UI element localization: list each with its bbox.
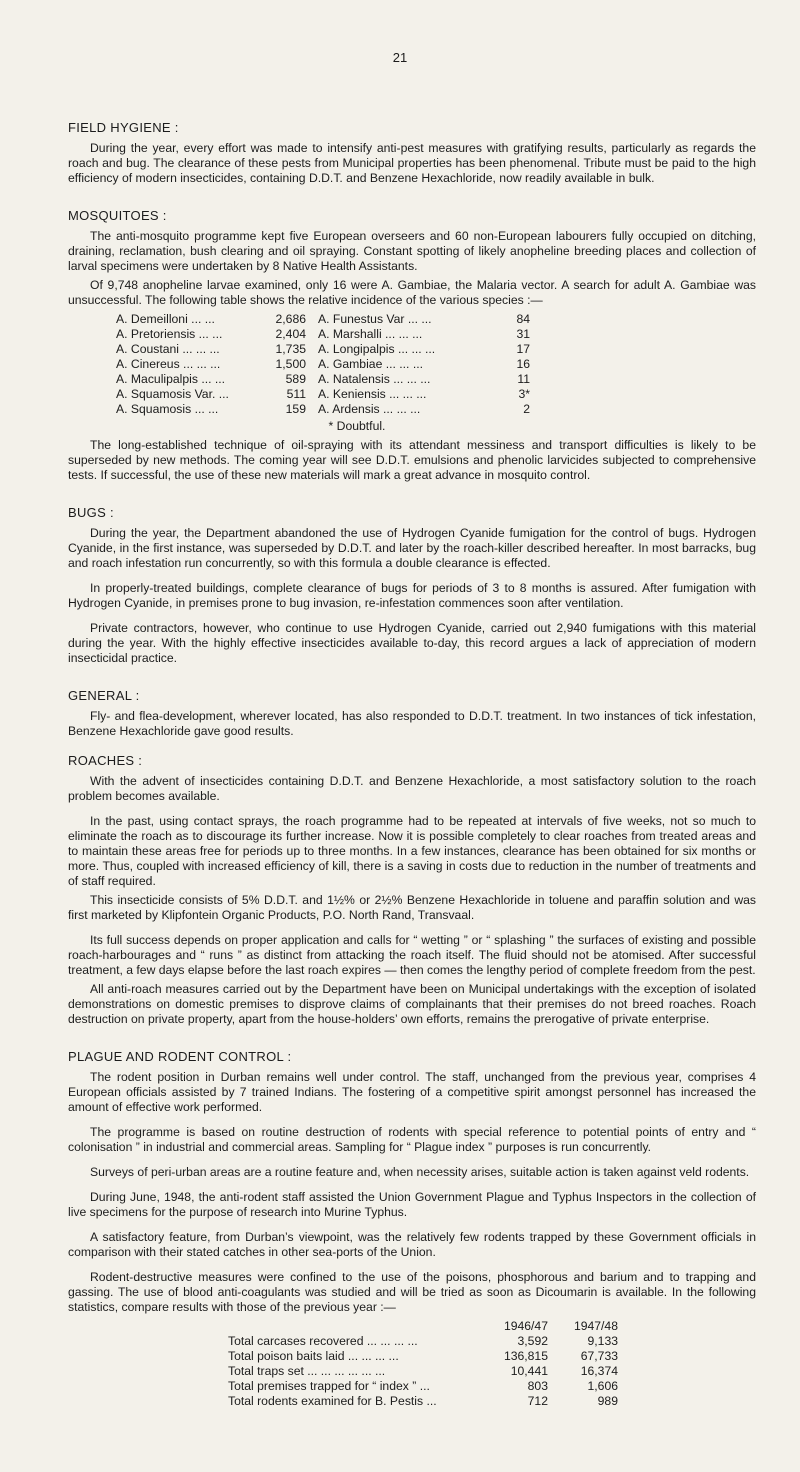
species-name: A. Squamosis Var. ... [116, 387, 229, 401]
document-body [68, 120, 756, 1431]
stat-value: 136,815 [503, 1349, 548, 1363]
paragraph: With the advent of insecticides containing D.D.T. and Benzene Hexachloride, a most satisfactory solution to the roach problem becomes available. [68, 774, 756, 803]
species-count: 1,500 [275, 357, 306, 371]
paragraph: The long-established technique of oil-spraying with its attendant messiness and transport difficulties is likely to be superseded by new methods. The coming year will see D.D.T. emulsions and phenolic larvicides subjected to comprehensive tests. If successful, the use of these new materials will mark a great advance in mosquito control. [68, 438, 756, 482]
table-row [228, 1394, 618, 1409]
paragraph: A satisfactory feature, from Durban’s viewpoint, was the relatively few rodents trapped by these Government officials in comparison with their stated catches in other sea-ports of the Union. [68, 1230, 756, 1259]
species-count: 2 [523, 402, 530, 416]
stat-value: 10,441 [510, 1364, 548, 1378]
section-roaches [68, 753, 756, 1027]
paragraph: In properly-treated buildings, complete clearance of bugs for periods of 3 to 8 months is assured. After fumigation with Hydrogen Cyanide, in premises prone to bug invasion, re-infestation commences soon after ventilation. [68, 581, 756, 610]
paragraph: Surveys of peri-urban areas are a routine feature and, when necessity arises, suitable action is taken against veld rodents. [90, 1165, 750, 1179]
species-name: A. Longipalpis ... ... ... [318, 342, 436, 356]
heading-roaches: ROACHES : [68, 753, 143, 768]
section-bugs [68, 505, 756, 666]
species-name: A. Ardensis ... ... ... [318, 402, 421, 416]
stat-value: 67,733 [580, 1349, 618, 1363]
paragraph: The anti-mosquito programme kept five European overseers and 60 non-European labourers fully occupied on ditching, draining, reclamation, bush clearing and oil spraying. Constant spotting of likely anopheline breeding places and collection of larval specimens were undertaken by 8 Native Health Assistants. [68, 229, 756, 273]
paragraph: The programme is based on routine destruction of rodents with special reference to potential points of entry and “ colonisation ” in industrial and commercial areas. Sampling for “ Plague index ” purposes is run concurrently. [68, 1125, 756, 1154]
paragraph: During the year, the Department abandoned the use of Hydrogen Cyanide fumigation for the control of bugs. Hydrogen Cyanide, in the first instance, was superseded by D.D.T. and later by the roach-killer described hereafter. In most barracks, bug and roach infestation run concurrently, so with this formula a double clearance is effected. [68, 526, 756, 570]
species-count: 1,735 [275, 342, 306, 356]
stat-label: Total carcases recovered ... ... ... ... [228, 1334, 418, 1348]
stat-value: 803 [527, 1379, 548, 1393]
column-header-1947-48: 1947/48 [573, 1319, 618, 1333]
table-row [116, 327, 530, 342]
paragraph: This insecticide consists of 5% D.D.T. and 1½% or 2½% Benzene Hexachloride in toluene and paraffin solution and was first marketed by Klipfontein Organic Products, P.O. North Rand, Transvaal. [68, 893, 756, 922]
table-row [228, 1364, 618, 1379]
table-footnote: * Doubtful. [328, 419, 386, 433]
species-name: A. Keniensis ... ... ... [318, 387, 427, 401]
species-count: 159 [285, 402, 306, 416]
species-name: A. Funestus Var ... ... [318, 312, 432, 326]
paragraph: Rodent-destructive measures were confined to the use of the poisons, phosphorous and barium and to trapping and gassing. The use of blood anti-coagulants was studied and will be tried as soon as Dicoumarin is available. In the following statistics, compare results with those of the previous year :— [68, 1270, 756, 1314]
section-general [68, 688, 756, 739]
heading-mosquitoes: MOSQUITOES : [68, 208, 167, 223]
page-number: 21 [392, 50, 408, 65]
table-row [116, 387, 530, 402]
heading-plague: PLAGUE AND RODENT CONTROL : [68, 1049, 292, 1064]
species-count: 2,686 [275, 312, 306, 326]
stat-value: 989 [597, 1394, 618, 1408]
paragraph: During the year, every effort was made to intensify anti-pest measures with gratifying results, particularly as regards the roach and bug. The clearance of these pests from Municipal properties has been phenomenal. Tribute must be paid to the high efficiency of modern insecticides, containing D.D.T. and Benzene Hexachloride, now readily available in bulk. [68, 141, 756, 185]
paragraph: All anti-roach measures carried out by the Department have been on Municipal undertakings with the exception of isolated demonstrations on domestic premises to disprove claims of complainants that their premises do not breed roaches. Roach destruction on private property, apart from the house-holders’ own efforts, remains the prerogative of private enterprise. [68, 982, 756, 1026]
table-row [228, 1349, 618, 1364]
stat-label: Total rodents examined for B. Pestis ... [228, 1394, 437, 1408]
species-name: A. Marshalli ... ... ... [318, 327, 423, 341]
species-table [116, 312, 530, 417]
stat-label: Total traps set ... ... ... ... ... ... [228, 1364, 386, 1378]
paragraph: In the past, using contact sprays, the roach programme had to be repeated at intervals of five weeks, not so much to eliminate the roach as to discourage its further increase. Now it is possible completely to clear roaches from treated areas and to maintain these areas free for periods up to three months. In a few instances, clearance has been obtained for six months or more. Thus, coupled with increased efficiency of kill, there is a saving in costs due to reduction in the number of treatments and of staff required. [68, 814, 756, 888]
table-header-row [228, 1319, 618, 1334]
species-name: A. Cinereus ... ... ... [116, 357, 221, 371]
species-name: A. Coustani ... ... ... [116, 342, 220, 356]
column-header-1946-47: 1946/47 [503, 1319, 548, 1333]
stat-value: 9,133 [587, 1334, 618, 1348]
table-row [116, 357, 530, 372]
section-mosquitoes [68, 208, 756, 483]
species-name: A. Natalensis ... ... ... [318, 372, 431, 386]
stat-label: Total poison baits laid ... ... ... ... [228, 1349, 399, 1363]
table-row [116, 342, 530, 357]
species-name: A. Pretoriensis ... ... [116, 327, 223, 341]
species-count: 2,404 [275, 327, 306, 341]
species-count: 84 [516, 312, 530, 326]
paragraph: The rodent position in Durban remains well under control. The staff, unchanged from the previous year, comprises 4 European officials assisted by 7 trained Indians. The fostering of a competitive spirit amongst personnel has increased the amount of effective work performed. [68, 1070, 756, 1114]
rodent-statistics-table [228, 1319, 618, 1409]
stat-value: 1,606 [587, 1379, 618, 1393]
species-count: 3* [518, 387, 530, 401]
paragraph: Of 9,748 anopheline larvae examined, only 16 were A. Gambiae, the Malaria vector. A search for adult A. Gambiae was unsuccessful. The following table shows the relative incidence of the various species :— [68, 278, 756, 307]
paragraph: During June, 1948, the anti-rodent staff assisted the Union Government Plague and Typhus Inspectors in the collection of live specimens for the purpose of research into Murine Typhus. [68, 1190, 756, 1219]
heading-field-hygiene: FIELD HYGIENE : [68, 120, 179, 135]
species-name: A. Gambiae ... ... ... [318, 357, 423, 371]
species-count: 11 [517, 372, 530, 386]
species-count: 589 [285, 372, 306, 386]
table-row [116, 402, 530, 417]
table-row [228, 1334, 618, 1349]
stat-value: 3,592 [517, 1334, 548, 1348]
species-name: A. Squamosis ... ... [116, 402, 219, 416]
species-count: 31 [516, 327, 530, 341]
heading-bugs: BUGS : [68, 505, 114, 520]
table-row [116, 372, 530, 387]
section-plague [68, 1049, 756, 1409]
table-row [228, 1379, 618, 1394]
stat-value: 712 [527, 1394, 548, 1408]
section-field-hygiene [68, 120, 756, 186]
species-name: A. Demeilloni ... ... [116, 312, 215, 326]
paragraph: Private contractors, however, who continue to use Hydrogen Cyanide, carried out 2,940 fumigations with this material during the year. With the highly effective insecticides available to-day, this record argues a lack of appreciation of modern insecticidal practice. [68, 621, 756, 665]
paragraph: Its full success depends on proper application and calls for “ wetting ” or “ splashing ” the surfaces of existing and possible roach-harbourages and “ runs ” as distinct from attacking the roach itself. The fluid should not be atomised. After successful treatment, a few days elapse before the last roach expires — then comes the lengthy period of complete freedom from the pest. [68, 933, 756, 977]
species-count: 511 [286, 387, 306, 401]
species-name: A. Maculipalpis ... ... [116, 372, 226, 386]
stat-label: Total premises trapped for “ index ” ... [228, 1379, 430, 1393]
heading-general: GENERAL : [68, 688, 140, 703]
species-count: 16 [516, 357, 530, 371]
paragraph: Fly- and flea-development, wherever located, has also responded to D.D.T. treatment. In two instances of tick infestation, Benzene Hexachloride gave good results. [68, 709, 756, 738]
species-count: 17 [516, 342, 530, 356]
table-row [116, 312, 530, 327]
stat-value: 16,374 [580, 1364, 618, 1378]
